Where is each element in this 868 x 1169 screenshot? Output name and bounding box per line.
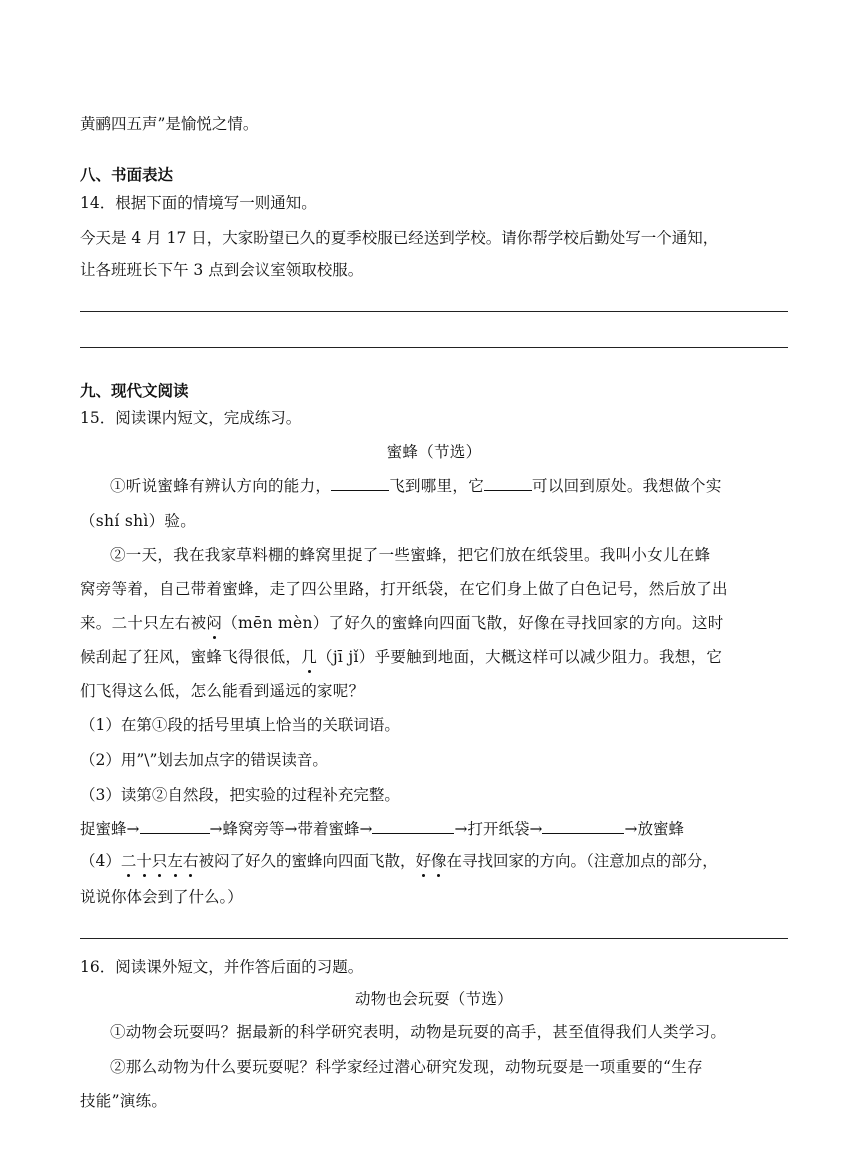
para1-text-c: 可以回到原处。我想做个实: [532, 477, 722, 495]
passage-paragraph-1-line-1: [110, 474, 722, 497]
sub-question-1: （1）在第①段的括号里填上恰当的关联词语。: [80, 716, 400, 734]
experiment-flow: [80, 817, 684, 840]
section-8-heading: 八、书面表达: [80, 166, 174, 184]
dotted-char-men: 闷: [206, 614, 223, 632]
flow-blank-1[interactable]: [140, 817, 210, 834]
flow-step-catch-bees: 捉蜜蜂→: [80, 820, 140, 838]
para2-line3-text-b: （mēn mèn）了好久的蜜蜂向四面飞散，好像在寻找回家的方向。这时: [222, 614, 724, 632]
sub-question-4-line-2: 说说你体会到了什么。）: [80, 888, 243, 906]
dotted-char: 像: [430, 852, 447, 870]
question-14-context-line-1: 今天是 4 月 17 日，大家盼望已久的夏季校服已经送到学校。请你帮学校后勤处写一个通知，: [80, 229, 719, 247]
passage-paragraph-2-line-4: [80, 646, 722, 668]
section-9-heading: 九、现代文阅读: [80, 382, 189, 400]
sub-question-2: （2）用”\”划去加点字的错误读音。: [80, 751, 328, 769]
answer-line-1[interactable]: [80, 311, 788, 312]
sub-question-3: （3）读第②自然段，把实验的过程补充完整。: [80, 786, 400, 804]
sub4-number: （4）: [80, 852, 121, 870]
question-14-context-line-2: 让各班班长下午 3 点到会议室领取校服。: [80, 261, 364, 279]
passage-paragraph-2-line-5: 们飞得这么低，怎么能看到遥远的家呢？: [80, 682, 365, 700]
para1-text-b: 飞到哪里，它: [389, 477, 485, 495]
continued-text-line: 黄鹂四五声”是愉悦之情。: [80, 115, 259, 133]
passage-paragraph-2-line-3: [80, 612, 724, 634]
question-15-prompt: 15．阅读课内短文，完成练习。: [80, 409, 302, 427]
question-16-prompt: 16．阅读课外短文，并作答后面的习题。: [80, 958, 364, 976]
flow-blank-3[interactable]: [542, 817, 624, 834]
flow-blank-2[interactable]: [372, 817, 454, 834]
passage-2-paragraph-2-line-2: 技能”演练。: [80, 1092, 168, 1110]
dotted-char: 二: [120, 852, 137, 870]
passage-2-paragraph-2-line-1: ②那么动物为什么要玩耍呢？科学家经过潜心研究发现，动物玩耍是一项重要的“生存: [110, 1058, 703, 1076]
para2-line3-text-a: 来。二十只左右被: [80, 614, 207, 632]
question-14-prompt: 14．根据下面的情境写一则通知。: [80, 194, 317, 212]
sub4-text-post: 在寻找回家的方向。（注意加点的部分，: [446, 852, 718, 870]
conjunction-blank-1[interactable]: [331, 474, 389, 491]
para2-line4-text-b: （jī jǐ）乎要触到地面，大概这样可以减少阻力。我想，它: [317, 648, 723, 666]
dotted-char: 好: [415, 852, 431, 870]
sub-question-4-line-1: [80, 850, 718, 872]
conjunction-blank-2[interactable]: [484, 474, 532, 491]
dotted-char: 左: [167, 852, 183, 870]
passage-paragraph-1-line-2: （shí shì）验。: [80, 512, 197, 530]
dotted-char: 只: [151, 852, 168, 870]
passage-title-bees: 蜜蜂（节选）: [386, 443, 482, 461]
sub4-text-mid: 被闷了好久的蜜蜂向四面飞散，: [198, 852, 416, 870]
flow-step-release: →放蜜蜂: [624, 820, 684, 838]
para1-text-a: ①听说蜜蜂有辨认方向的能力，: [110, 477, 332, 495]
passage-2-paragraph-1: ①动物会玩耍吗？据最新的科学研究表明，动物是玩耍的高手，甚至值得我们人类学习。: [110, 1023, 727, 1041]
passage-paragraph-2-line-1: ②一天，我在我家草料棚的蜂窝里捉了一些蜜蜂，把它们放在纸袋里。我叫小女儿在蜂: [110, 546, 711, 564]
answer-line-2[interactable]: [80, 347, 788, 348]
flow-step-open-bag: →打开纸袋→: [454, 820, 543, 838]
para2-line4-text-a: 候刮起了狂风，蜜蜂飞得很低，: [80, 648, 302, 666]
dotted-char: 十: [136, 852, 152, 870]
answer-line-3[interactable]: [80, 938, 788, 939]
flow-step-middle: →蜂窝旁等→带着蜜蜂→: [209, 820, 373, 838]
passage-title-animals-play: 动物也会玩耍（节选）: [354, 990, 513, 1008]
dotted-char: 右: [182, 852, 199, 870]
dotted-char-ji: 几: [301, 648, 318, 666]
passage-paragraph-2-line-2: 窝旁等着，自己带着蜜蜂，走了四公里路，打开纸袋，在它们身上做了白色记号，然后放了出: [80, 580, 728, 598]
